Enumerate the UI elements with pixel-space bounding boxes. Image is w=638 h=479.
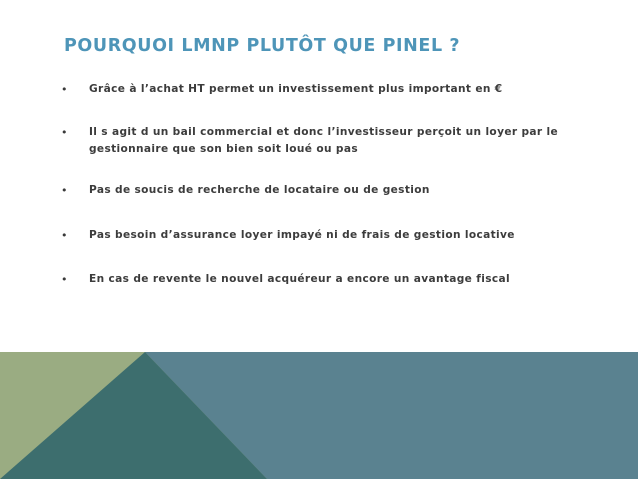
- bullet-marker: •: [61, 83, 68, 96]
- bullet-text: Grâce à l’achat HT permet un investissement plus important en €: [89, 83, 503, 95]
- bullet-text: Pas de soucis de recherche de locataire ou de gestion: [89, 184, 430, 196]
- slide-title: POURQUOI LMNP PLUTÔT QUE PINEL ?: [64, 36, 461, 56]
- bullet-text: Il s agit d un bail commercial et donc l’investisseur perçoit un loyer par le gestionnaire que son bien soit loué ou pas: [89, 126, 559, 155]
- bullet-marker: •: [61, 229, 68, 242]
- bullet-text: En cas de revente le nouvel acquéreur a encore un avantage fiscal: [89, 273, 510, 285]
- bullet-marker: •: [61, 184, 68, 197]
- footer-decoration: [0, 352, 638, 479]
- bullet-marker: •: [61, 273, 68, 286]
- bullet-text: Pas besoin d’assurance loyer impayé ni de frais de gestion locative: [89, 229, 515, 241]
- bullet-marker: •: [61, 126, 68, 139]
